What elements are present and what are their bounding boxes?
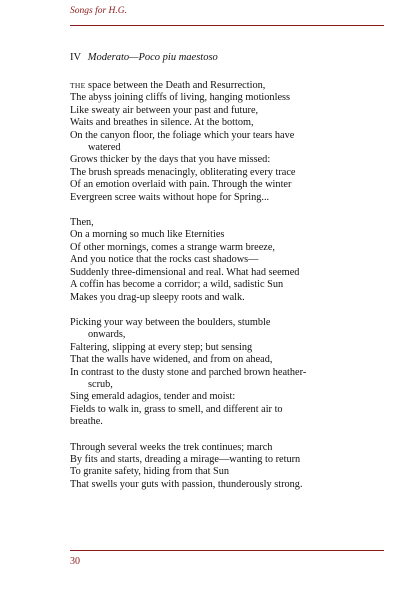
top-rule (70, 25, 384, 26)
stanza (70, 442, 390, 492)
poem-line (70, 167, 390, 179)
running-head: Songs for H.G. (70, 6, 128, 16)
poem-line (70, 105, 390, 117)
section-tempo: Moderato—Poco piu maestoso (87, 52, 218, 63)
poem-line-text: On the canyon floor, the foliage which your tears have (70, 129, 295, 141)
poem-line-text: breathe. (70, 416, 103, 428)
poem-line (70, 391, 390, 403)
poem-line-text: A coffin has become a corridor; a wild, sadistic Sun (70, 279, 284, 291)
poem-line (70, 254, 390, 266)
poem-line (70, 130, 390, 142)
poem-line (70, 154, 390, 166)
poem-line-text: And you notice that the rocks cast shadows— (70, 254, 259, 266)
stanza (70, 80, 390, 204)
poem-line-text: watered (88, 142, 121, 154)
poem-line-text: The abyss joining cliffs of living, hanging motionless (70, 92, 291, 104)
poem-line (70, 416, 390, 428)
poem-line (70, 317, 390, 329)
opening-smallcaps: THE (70, 81, 86, 90)
poem-line-text: Like sweaty air between your past and future, (70, 104, 259, 116)
poem-line-text: That swells your guts with passion, thunderously strong. (70, 478, 303, 490)
poem-line (70, 292, 390, 304)
poem-line (70, 179, 390, 191)
poem-line-text: To granite safety, hiding from that Sun (70, 466, 230, 478)
poem-line (70, 404, 390, 416)
poem-line-text: scrub, (88, 378, 113, 390)
poem-line (70, 367, 390, 379)
poem-line (70, 242, 390, 254)
poem-line (70, 342, 390, 354)
poem-body (70, 80, 390, 504)
poem-line-text: The brush spreads menacingly, obliterating every trace (70, 166, 296, 178)
section-number: IV (70, 52, 82, 63)
poem-line (70, 279, 390, 291)
poem-line (70, 117, 390, 129)
poem-line-text: Through several weeks the trek continues; march (70, 441, 273, 453)
poem-line-text: Then, (70, 217, 94, 229)
poem-line (70, 192, 390, 204)
poem-line-text: That the walls have widened, and from on ahead, (70, 354, 273, 366)
poem-line-text: Evergreen scree waits without hope for Spring... (70, 191, 270, 203)
section-heading (70, 52, 218, 63)
poem-line (70, 229, 390, 241)
stanza (70, 317, 390, 429)
poem-line (70, 442, 390, 454)
bottom-rule (70, 550, 384, 551)
poem-line-text: Picking your way between the boulders, stumble (70, 316, 271, 328)
poem-line (70, 80, 390, 92)
poem-line (70, 466, 390, 478)
poem-line-text: Grows thicker by the days that you have missed: (70, 154, 271, 166)
poem-line (70, 379, 390, 391)
poem-line-text: Of other mornings, comes a strange warm breeze, (70, 241, 276, 253)
poem-line (70, 267, 390, 279)
poem-line (70, 217, 390, 229)
page-number: 30 (70, 556, 80, 567)
poem-line (70, 479, 390, 491)
poem-line-text: Waits and breathes in silence. At the bottom, (70, 117, 254, 129)
poem-line-text: Fields to walk in, grass to smell, and different air to (70, 403, 283, 415)
poem-line-text: onwards, (88, 329, 126, 341)
poem-line (70, 354, 390, 366)
poem-line (70, 142, 390, 154)
poem-line (70, 329, 390, 341)
poem-line-text: Makes you drag-up sleepy roots and walk. (70, 291, 245, 303)
poem-line-text: Sing emerald adagios, tender and moist: (70, 391, 236, 403)
poem-line-text: Of an emotion overlaid with pain. Through the winter (70, 179, 292, 191)
poem-line (70, 92, 390, 104)
poem-line-text: Suddenly three-dimensional and real. What had seemed (70, 266, 300, 278)
poem-line-text: By fits and starts, dreading a mirage—wanting to return (70, 453, 301, 465)
poem-line-text: In contrast to the dusty stone and parched brown heather- (70, 366, 307, 378)
poem-line (70, 454, 390, 466)
poem-line-text: Faltering, slipping at every step; but sensing (70, 341, 253, 353)
stanza (70, 217, 390, 304)
poem-line-text: space between the Death and Resurrection, (85, 80, 266, 91)
poem-line-text: On a morning so much like Eternities (70, 229, 225, 241)
